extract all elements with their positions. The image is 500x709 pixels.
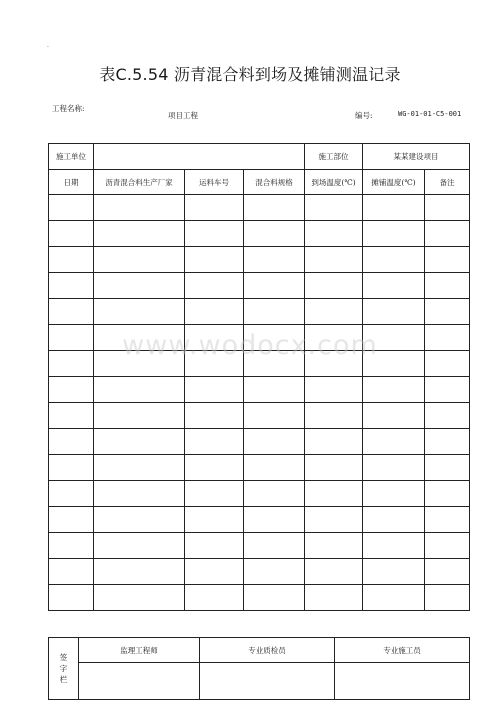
column-header: 混合料规格 [244, 170, 305, 195]
table-cell[interactable] [94, 403, 185, 429]
table-cell[interactable] [185, 273, 244, 299]
column-header: 沥青混合料生产厂家 [94, 170, 185, 195]
table-cell[interactable] [244, 559, 305, 585]
table-cell[interactable] [49, 299, 94, 325]
table-row [49, 559, 470, 585]
construction-unit-value [94, 144, 305, 170]
table-cell[interactable] [305, 377, 363, 403]
table-row [49, 377, 470, 403]
table-cell[interactable] [185, 247, 244, 273]
table-cell[interactable] [185, 403, 244, 429]
signature-cell[interactable] [200, 663, 335, 700]
table-cell[interactable] [49, 325, 94, 351]
table-cell[interactable] [185, 481, 244, 507]
signature-role-supervisor: 监理工程师 [79, 638, 200, 663]
table-cell[interactable] [94, 221, 185, 247]
table-cell[interactable] [305, 325, 363, 351]
table-cell[interactable] [305, 585, 363, 611]
table-cell[interactable] [185, 455, 244, 481]
table-row [49, 273, 470, 299]
table-cell[interactable] [363, 377, 425, 403]
table-cell[interactable] [49, 273, 94, 299]
table-cell[interactable] [425, 481, 470, 507]
table-cell[interactable] [94, 559, 185, 585]
table-cell[interactable] [425, 325, 470, 351]
table-cell[interactable] [244, 455, 305, 481]
table-cell[interactable] [49, 585, 94, 611]
table-cell[interactable] [425, 429, 470, 455]
signature-role-construction-worker: 专业施工员 [335, 638, 470, 663]
table-cell[interactable] [363, 455, 425, 481]
table-cell[interactable] [94, 195, 185, 221]
table-cell[interactable] [363, 325, 425, 351]
table-cell[interactable] [185, 351, 244, 377]
record-table [48, 143, 470, 611]
table-cell[interactable] [305, 533, 363, 559]
construction-part-value: 某某建设项目 [363, 144, 470, 170]
table-cell[interactable] [94, 533, 185, 559]
table-cell[interactable] [305, 429, 363, 455]
table-cell[interactable] [363, 273, 425, 299]
table-row [49, 585, 470, 611]
table-cell[interactable] [305, 455, 363, 481]
table-row [49, 247, 470, 273]
table-cell[interactable] [244, 221, 305, 247]
table-cell[interactable] [49, 195, 94, 221]
column-header: 日期 [49, 170, 94, 195]
table-cell[interactable] [425, 507, 470, 533]
table-cell[interactable] [305, 299, 363, 325]
table-row [49, 299, 470, 325]
table-cell[interactable] [363, 247, 425, 273]
column-header: 到场温度(℃) [305, 170, 363, 195]
table-cell[interactable] [244, 403, 305, 429]
page-title: 表C.5.54 沥青混合料到场及摊铺测温记录 [99, 65, 401, 84]
table-cell[interactable] [305, 507, 363, 533]
table-cell[interactable] [185, 585, 244, 611]
code-label: 编号: [355, 111, 373, 120]
table-cell[interactable] [244, 299, 305, 325]
table-cell[interactable] [425, 299, 470, 325]
table-cell[interactable] [425, 247, 470, 273]
table-cell[interactable] [49, 533, 94, 559]
table-cell[interactable] [305, 481, 363, 507]
table-cell[interactable] [425, 221, 470, 247]
table-cell[interactable] [244, 429, 305, 455]
table-cell[interactable] [363, 221, 425, 247]
table-cell[interactable] [94, 377, 185, 403]
table-cell[interactable] [49, 221, 94, 247]
table-cell[interactable] [94, 351, 185, 377]
construction-unit-label: 施工单位 [49, 144, 94, 170]
column-header: 摊铺温度(℃) [363, 170, 425, 195]
table-cell[interactable] [305, 221, 363, 247]
corner-mark: · [47, 44, 49, 51]
watermark: www.wodocx.com [122, 330, 378, 361]
signature-role-quality-inspector: 专业质检员 [200, 638, 335, 663]
table-cell[interactable] [305, 195, 363, 221]
signature-label: 签 字 栏 [49, 638, 79, 700]
table-cell[interactable] [49, 247, 94, 273]
table-cell[interactable] [363, 507, 425, 533]
table-cell[interactable] [305, 273, 363, 299]
table-cell[interactable] [305, 559, 363, 585]
table-cell[interactable] [185, 507, 244, 533]
code-value: WG-01-01-C5-001 [398, 110, 462, 118]
table-cell[interactable] [244, 585, 305, 611]
table-cell[interactable] [363, 481, 425, 507]
table-cell[interactable] [425, 377, 470, 403]
table-cell[interactable] [94, 455, 185, 481]
table-cell[interactable] [49, 481, 94, 507]
table-cell[interactable] [49, 377, 94, 403]
signature-cell[interactable] [335, 663, 470, 700]
table-cell[interactable] [49, 403, 94, 429]
table-row [49, 195, 470, 221]
table-cell[interactable] [363, 533, 425, 559]
table-cell[interactable] [185, 221, 244, 247]
table-cell[interactable] [305, 403, 363, 429]
table-row [49, 429, 470, 455]
table-cell[interactable] [244, 247, 305, 273]
table-cell[interactable] [363, 403, 425, 429]
table-row [49, 351, 470, 377]
table-row [49, 403, 470, 429]
signature-cell[interactable] [79, 663, 200, 700]
table-row [49, 325, 470, 351]
table-cell[interactable] [363, 195, 425, 221]
table-cell[interactable] [185, 325, 244, 351]
table-cell[interactable] [244, 195, 305, 221]
table-cell[interactable] [425, 351, 470, 377]
column-header: 运料车号 [185, 170, 244, 195]
table-cell[interactable] [305, 351, 363, 377]
table-cell[interactable] [49, 507, 94, 533]
table-row [49, 507, 470, 533]
table-cell[interactable] [94, 299, 185, 325]
table-row [49, 533, 470, 559]
table-cell[interactable] [305, 247, 363, 273]
column-header: 备注 [425, 170, 470, 195]
table-cell[interactable] [244, 273, 305, 299]
table-cell[interactable] [425, 195, 470, 221]
table-row [49, 481, 470, 507]
table-cell[interactable] [363, 429, 425, 455]
table-cell[interactable] [94, 429, 185, 455]
table-cell[interactable] [185, 195, 244, 221]
table-cell[interactable] [94, 481, 185, 507]
table-cell[interactable] [425, 559, 470, 585]
table-cell[interactable] [363, 351, 425, 377]
table-cell[interactable] [185, 299, 244, 325]
table-cell[interactable] [244, 377, 305, 403]
table-cell[interactable] [425, 533, 470, 559]
table-cell[interactable] [185, 377, 244, 403]
table-row [49, 221, 470, 247]
table-cell[interactable] [94, 507, 185, 533]
table-cell[interactable] [94, 325, 185, 351]
table-cell[interactable] [49, 559, 94, 585]
table-cell[interactable] [244, 351, 305, 377]
table-cell[interactable] [185, 429, 244, 455]
table-cell[interactable] [94, 585, 185, 611]
table-cell[interactable] [49, 429, 94, 455]
table-cell[interactable] [94, 247, 185, 273]
table-cell[interactable] [363, 585, 425, 611]
project-name-value: 项目工程 [168, 111, 198, 120]
table-cell[interactable] [425, 273, 470, 299]
signature-table [48, 637, 470, 700]
table-cell[interactable] [185, 533, 244, 559]
table-cell[interactable] [244, 507, 305, 533]
table-cell[interactable] [425, 403, 470, 429]
table-cell[interactable] [49, 455, 94, 481]
project-name-label: 工程名称: [52, 104, 85, 113]
column-header-row [49, 170, 470, 195]
table-cell[interactable] [425, 455, 470, 481]
table-cell[interactable] [363, 299, 425, 325]
table-cell[interactable] [244, 325, 305, 351]
table-cell[interactable] [49, 351, 94, 377]
table-cell[interactable] [185, 559, 244, 585]
construction-part-label: 施工部位 [305, 144, 363, 170]
table-cell[interactable] [363, 559, 425, 585]
info-row [49, 144, 470, 170]
table-cell[interactable] [425, 585, 470, 611]
table-cell[interactable] [244, 533, 305, 559]
table-cell[interactable] [94, 273, 185, 299]
table-cell[interactable] [244, 481, 305, 507]
table-row [49, 455, 470, 481]
